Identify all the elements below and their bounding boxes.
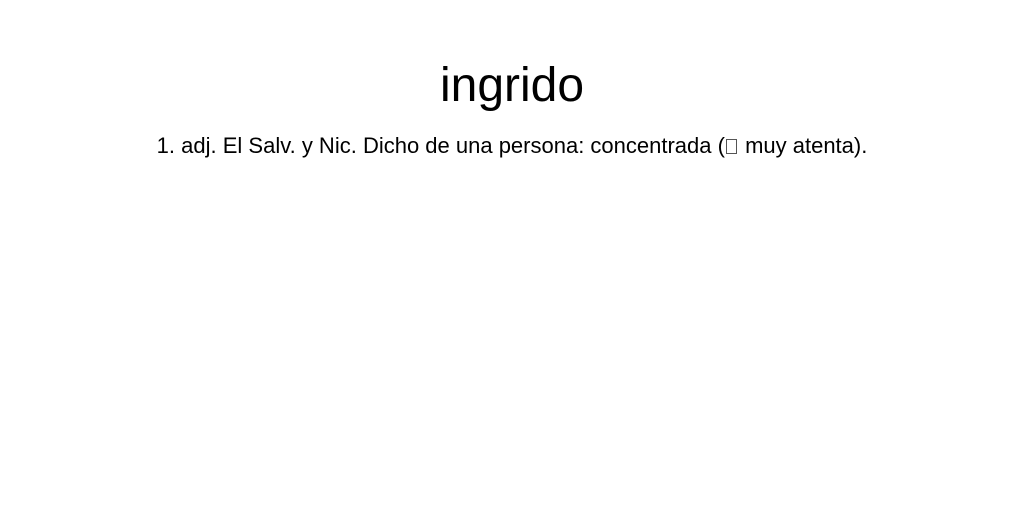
headword-title: ingrido [439, 59, 585, 112]
definition-text-start: Dicho de una persona: concentrada ( [362, 133, 725, 158]
region-label: El Salv. y Nic. [222, 133, 357, 158]
definition-line [0, 131, 1024, 161]
definition-number: 1. [156, 133, 176, 158]
definition-text-end: muy atenta). [738, 133, 868, 158]
grammatical-category: adj. [181, 133, 217, 158]
missing-glyph-icon [726, 139, 737, 154]
